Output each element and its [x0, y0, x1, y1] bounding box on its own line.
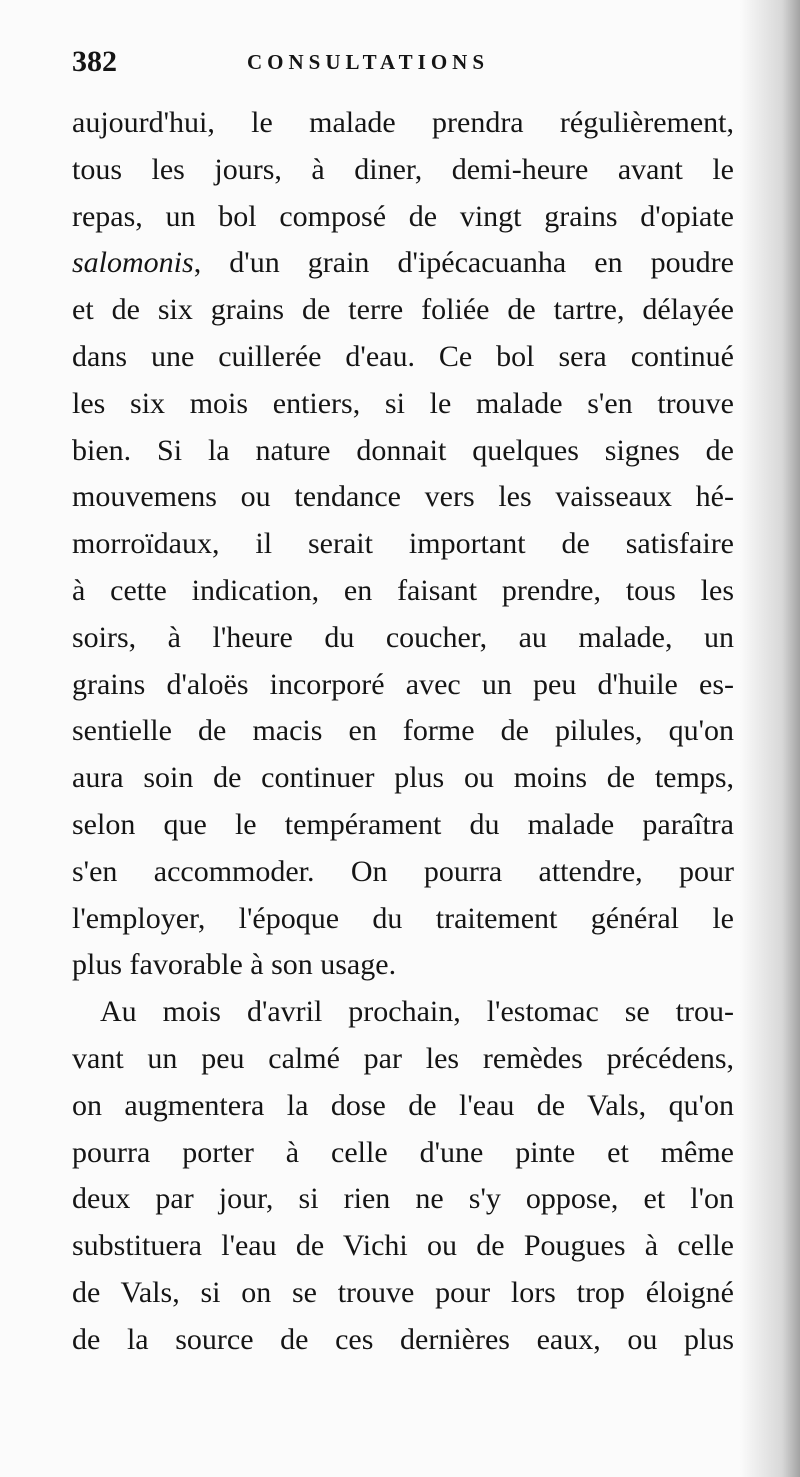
text-line: repas, un bol composé de vingt grains d'opiate — [72, 199, 734, 233]
text-line: de la source de ces dernières eaux, ou plus — [72, 1322, 734, 1356]
text-line: l'employer, l'époque du traitement général le — [72, 901, 734, 935]
text-line: on augmentera la dose de l'eau de Vals, qu'on — [72, 1088, 734, 1122]
text-line: selon que le tempérament du malade paraîtra — [72, 807, 734, 841]
body-text — [72, 100, 734, 1364]
text-line: substituera l'eau de Vichi ou de Pougues à celle — [72, 1229, 734, 1263]
text-line: morroïdaux, il serait important de satisfaire — [72, 527, 734, 561]
text-line: de Vals, si on se trouve pour lors trop éloigné — [72, 1275, 734, 1309]
text-line-rest: , d'un grain d'ipécacuanha en poudre — [193, 246, 734, 280]
text-line — [72, 240, 734, 287]
text-line: grains d'aloës incorporé avec un peu d'huile es- — [72, 667, 734, 701]
text-line: et de six grains de terre foliée de tartre, délayée — [72, 293, 734, 327]
text-line: tous les jours, à diner, demi-heure avant le — [72, 152, 734, 186]
italic-term: salomonis — [72, 246, 194, 280]
text-line: les six mois entiers, si le malade s'en trouve — [72, 386, 734, 420]
text-line: deux par jour, si rien ne s'y oppose, et l'on — [72, 1182, 734, 1216]
text-line: soirs, à l'heure du coucher, au malade, un — [72, 620, 734, 654]
text-line: bien. Si la nature donnait quelques signes de — [72, 433, 734, 467]
page-number: 382 — [72, 45, 117, 78]
text-line: pourra porter à celle d'une pinte et même — [72, 1135, 734, 1169]
text-line: vant un peu calmé par les remèdes précédens, — [72, 1041, 734, 1075]
running-title: CONSULTATIONS — [247, 50, 490, 74]
text-line: s'en accommoder. On pourra attendre, pour — [72, 854, 734, 888]
text-line: dans une cuillerée d'eau. Ce bol sera continué — [72, 339, 734, 373]
text-line: aura soin de continuer plus ou moins de temps, — [72, 761, 734, 795]
page-edge-shadow — [740, 0, 800, 1477]
page-header — [72, 42, 742, 82]
text-line: aujourd'hui, le malade prendra régulièrement, — [72, 106, 734, 139]
text-line: sentielle de macis en forme de pilules, qu'on — [72, 714, 734, 748]
text-line: à cette indication, en faisant prendre, tous les — [72, 573, 734, 607]
text-line-paragraph-end: plus favorable à son usage. — [72, 948, 397, 982]
text-line: mouvemens ou tendance vers les vaisseaux hé- — [72, 480, 734, 514]
text-line-paragraph-start: Au mois d'avril prochain, l'estomac se trou- — [100, 995, 734, 1029]
